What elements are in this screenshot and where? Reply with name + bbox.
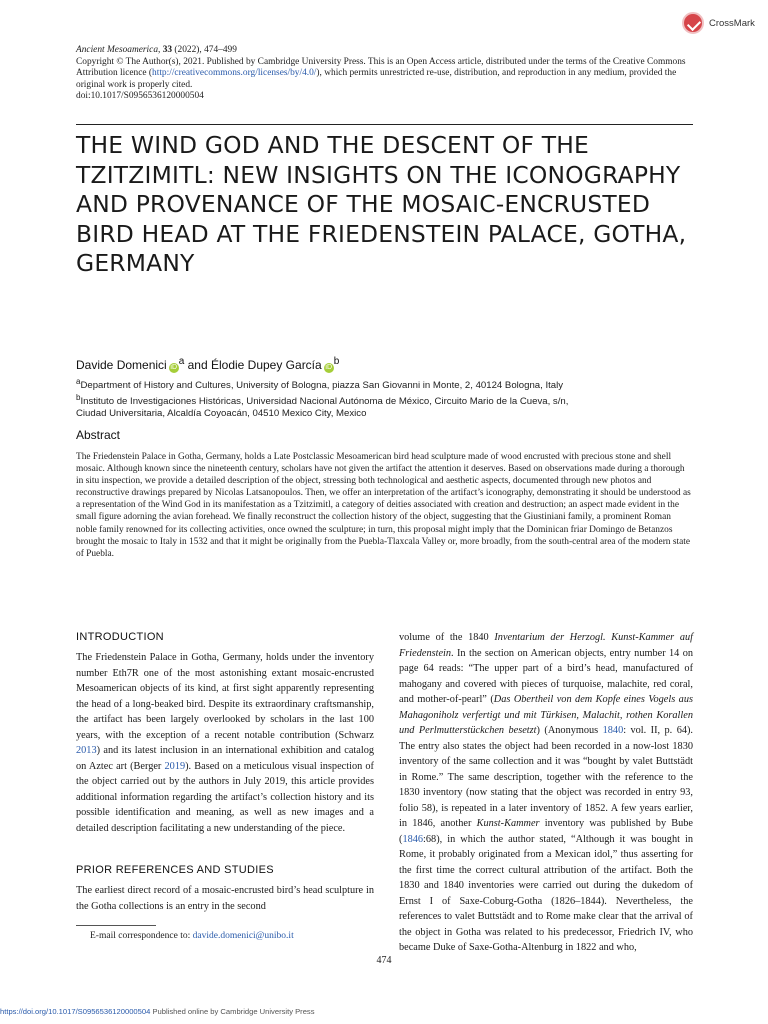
affiliations [76,376,696,420]
affil-b-text: Instituto de Investigaciones Históricas, Universidad Nacional Autónoma de México, Circuito Mario de la Cueva, s/n, [80,396,569,408]
journal-issue-pages: (2022), 474–499 [172,45,237,55]
correspondence-email-link[interactable]: davide.domenici@unibo.it [192,931,294,941]
author-1[interactable]: Davide Domenici [76,358,167,372]
affiliation-b [76,392,696,408]
right-italic-2: Das Obertheil von dem Kopfe eines Vogels aus Mahagoniholz verfertigt und mit Türkisen, Malachit, rothen Korallen und Perlmutterstückchen besetzt [399,694,693,736]
right-text-c: ) (Anonymous [536,725,603,736]
copyright-text-end: ), which permits unrestricted re-use, distribution, and reproduction in any medium, provided the original work is properly cited. [76,68,677,90]
footer-doi-link[interactable]: https://doi.org/10.1017/S0956536120000504 [0,1007,151,1016]
affiliation-b-line2: Ciudad Universitaria, Alcaldía Coyoacán, 04510 Mexico City, Mexico [76,407,367,419]
journal-volume: 33 [162,45,173,55]
author-line [76,356,339,373]
right-text-d: : vol. II, p. 64). The entry also states the object had been recorded in a now-lost 1830 inventory of the same collection and it was “bought by valet Buttstädt in Rome.” The same description, together with the reference to the 1830 inventory (now stating that the object was recorded in entry 93, folio 58), is repeated in a later inventory of 1852. A few years earlier, in 1846, another [399,725,693,829]
right-text-f: :68), in which the author stated, “Although it was bought in Rome, it probably originated from a Mexican idol,” thus asserting for the first time the correct cultural attribution of the artifact. Both the 1830 and 1840 inventories were carried out during the dukedom of Ernst I of Saxe-Coburg-Gotha (1826–1844). Nevertheless, the references to valet Buttstädt and to Rome make clear that the arrival of the object in Gotha was related to his predecessor, Friedrich IV, who became Duke of Saxe-Gotha-Altenburg in 1822 and who, [399,833,693,953]
citation-link[interactable]: 1846 [402,833,424,845]
footnote-divider [76,925,156,926]
intro-text-2: ) and its latest inclusion in an international exhibition and catalog on Aztec art (Berger [76,745,374,772]
license-link[interactable]: http://creativecommons.org/licenses/by/4.0/ [152,68,317,79]
abstract-heading: Abstract [76,428,121,442]
right-text-e: inventory was published by Bube ( [399,818,694,845]
article-title: THE WIND GOD AND THE DESCENT OF THE TZITZIMITL: NEW INSIGHTS ON THE ICONOGRAPHY AND PROVENANCE OF THE MOSAIC-ENCRUSTED BIRD HEAD AT THE FRIEDENSTEIN PALACE, GOTHA, GERMANY [76,131,687,277]
right-italic-3: Kunst-Kammer [476,818,540,829]
footer-published-text: Published online by Cambridge University Press [150,1007,315,1016]
copyright-notice [76,57,692,92]
abstract-text: The Friedenstein Palace in Gotha, Germany, holds a Late Postclassic Mesoamerican bird head sculpture made of wood encrusted with precious stone and shell mosaic. Although known since the nineteenth century, scholars have not given the artifact the attention it deserves. Based on observations made during a thorough in situ inspection, we provide a detailed description of the object, stressing both technological and aesthetic aspects, documented through new photos and reconstructive drawings prepared by Nicolas Latsanopoulos. Then, we offer an interpretation of the artifact’s iconography, demonstrating it should be understood as a representation of the Wind God in its manifestation as a Tzitzimitl, a category of deities associated with creation and destruction; an aspect made evident in the small figure adorning the avian forehead. We finally reconstruct the collection history of the object, suggesting that the Giustiniani family, a prominent Roman noble family renowned for its collecting activities, once owned the sculpture; in turn, this proposal might imply that the Dominican friar Domingo de Betanzos brought the mosaic to Italy in 1532 and that it might be originally from the Puebla-Tlaxcala Valley or, more broadly, from the south-central area of the modern state of Puebla. [76,452,691,559]
footnote-label: E-mail correspondence to: [90,931,193,941]
right-italic-1: Inventarium der Herzogl. Kunst-Kammer auf Friedenstein [399,632,693,659]
introduction-heading: INTRODUCTION [76,631,164,643]
affil-a-sup: a [76,377,81,386]
intro-text-1: The Friedenstein Palace in Gotha, Germany, holds under the inventory number Eth7R one of the most astonishing extant mosaic-encrusted Mesoamerican objects of its kind, at first sight apparently representing the head of a long-beaked bird. Despite its extraordinary craftsmanship, the artifact has been largely overlooked by scholars in the last 100 years, with the exception of a recent notable contribution (Schwarz [76,652,374,741]
affil-b-sup: b [76,392,81,402]
citation-link[interactable]: 1840 [602,725,624,736]
crossmark-label: CrossMark [709,18,755,29]
author-1-affil-sup: a [178,356,185,367]
author-2[interactable]: Élodie Dupey García [210,358,322,372]
orcid-icon[interactable]: iD [170,364,178,371]
crossmark-badge[interactable] [682,12,768,42]
right-text-a: volume of the 1840 [399,632,495,643]
journal-citation: Ancient Mesoamerica, 33 (2022), 474–499 [76,45,237,55]
header-divider [76,124,693,125]
copyright-text: Copyright © The Author(s), 2021. Published by Cambridge University Press. This is an Open Access article, distributed under the terms of the Creative Commons Attribution licence ( [76,56,686,79]
affil-a-text: Department of History and Cultures, University of Bologna, piazza San Giovanni in Monte, 2, 40124 Bologna, Italy [80,380,564,392]
article-header-meta [76,45,692,103]
right-text-b: . In the section on American objects, entry number 14 on page 64 reads: “The upper part of a bird’s head, manufactured of mahogany and covered with pieces of turquoise, malachite, red coral, and mother-of-pearl” ( [399,647,693,705]
journal-name: Ancient Mesoamerica [76,45,159,55]
page-number: 474 [376,955,392,966]
author-2-affil-sup: b [333,356,340,367]
correspondence-footnote [90,931,294,941]
affiliation-a [76,376,696,392]
introduction-paragraph [76,650,374,836]
right-column-paragraph [399,630,693,956]
citation-link[interactable]: 2019 [164,760,186,772]
citation-link[interactable]: 2013 [76,745,97,756]
prior-references-paragraph: The earliest direct record of a mosaic-encrusted bird’s head sculpture in the Gotha collections is an entry in the second [76,885,374,912]
orcid-icon[interactable]: iD [325,364,333,371]
prior-references-heading: PRIOR REFERENCES AND STUDIES [76,864,274,876]
crossmark-icon [682,12,704,34]
article-doi: doi:10.1017/S0956536120000504 [76,91,204,102]
page-footer [0,1007,315,1016]
author-and: and [184,358,211,372]
intro-text-3: ). Based on a meticulous visual inspection of the object carried out by the authors in July 2019, this article provides additional information regarding the artifact’s collection history and its possible identification and meaning, as well as new images and a detailed description facilitating a new understanding of the piece. [76,760,374,834]
